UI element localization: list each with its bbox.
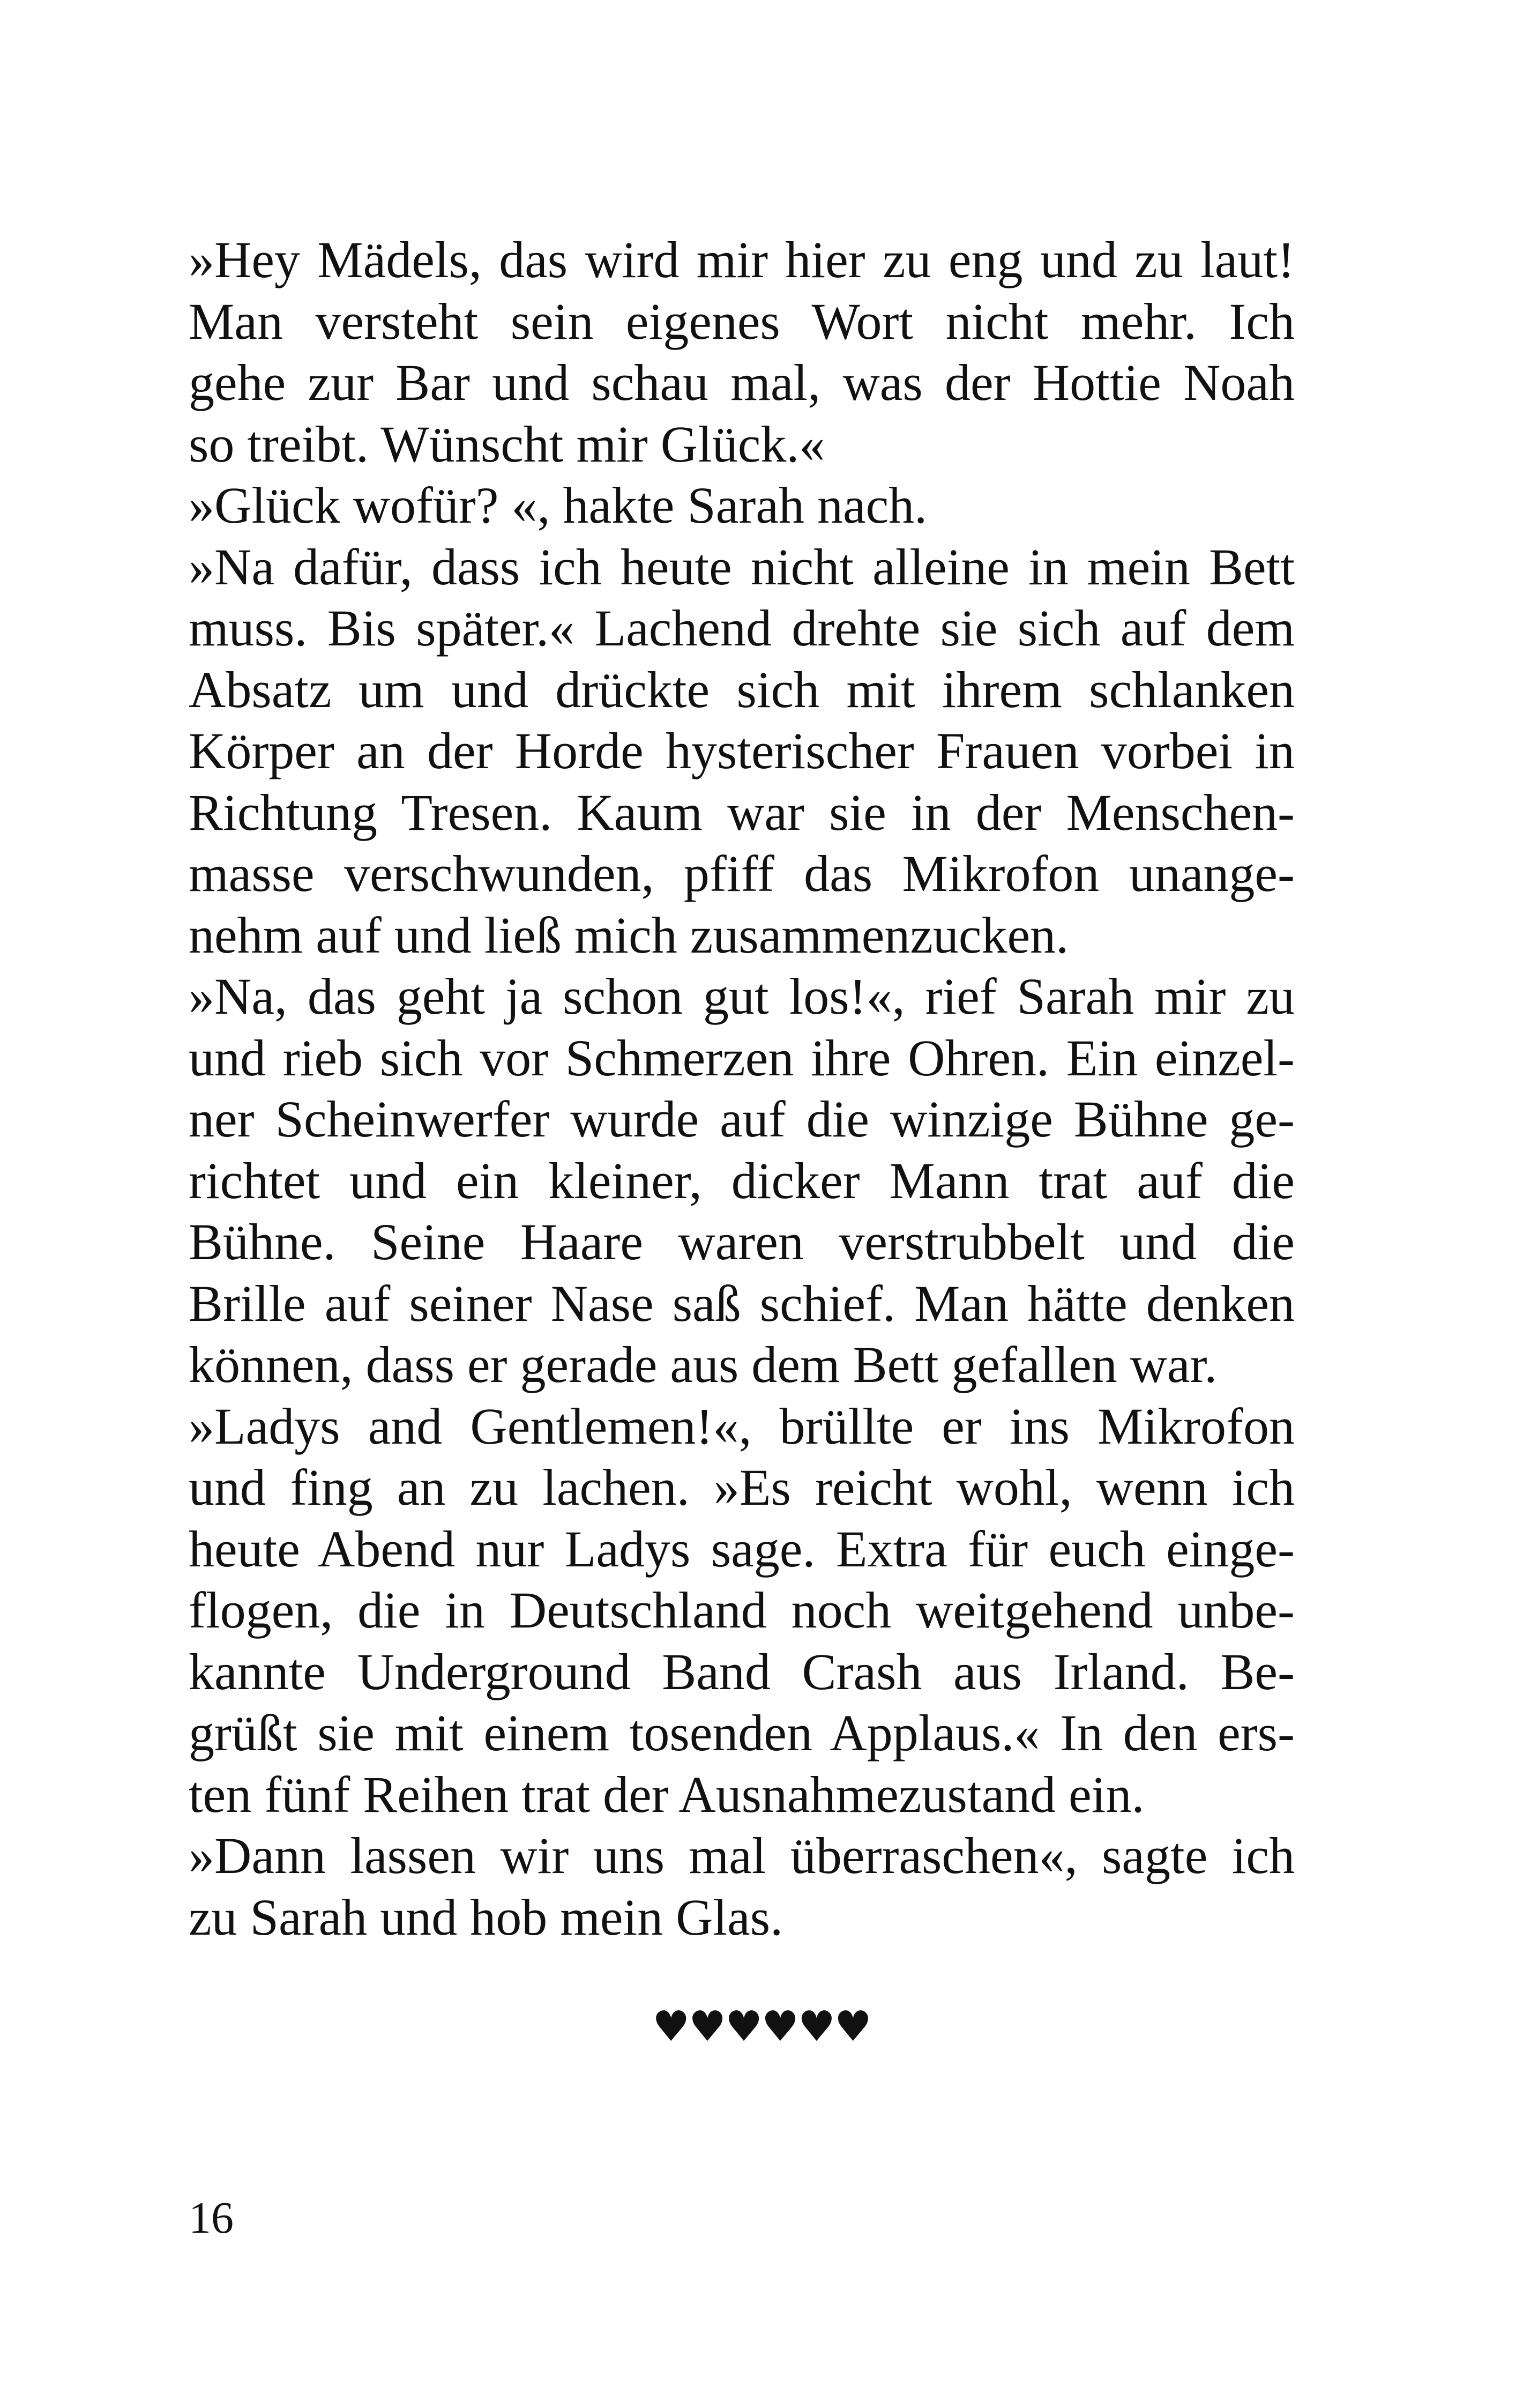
- text-line: zu Sarah und hob mein Glas.: [189, 1888, 783, 1946]
- text-line: kannte Underground Band Crash aus Irland. Be-: [189, 1643, 1295, 1700]
- text-line: flogen, die in Deutschland noch weitgehend unbe-: [189, 1581, 1295, 1639]
- text-line: »Ladys and Gentlemen!«, brüllte er ins Mikrofon: [189, 1397, 1295, 1455]
- text-line: so treibt. Wünscht mir Glück.«: [189, 415, 825, 473]
- page-number: 16: [189, 2193, 234, 2243]
- text-line: masse verschwunden, pfiff das Mikrofon unange-: [189, 845, 1295, 902]
- text-line: nehm auf und ließ mich zusammenzucken.: [189, 906, 1069, 964]
- text-line: »Na dafür, dass ich heute nicht alleine in mein Bett: [189, 538, 1295, 596]
- text-line: und fing an zu lachen. »Es reicht wohl, wenn ich: [189, 1459, 1295, 1516]
- text-line: Brille auf seiner Nase saß schief. Man hätte denken: [189, 1274, 1295, 1332]
- text-line: »Dann lassen wir uns mal überraschen«, sagte ich: [189, 1827, 1295, 1884]
- text-line: richtet und ein kleiner, dicker Mann trat auf die: [189, 1151, 1295, 1209]
- text-line: heute Abend nur Ladys sage. Extra für euch einge-: [189, 1520, 1295, 1578]
- text-line: »Hey Mädels, das wird mir hier zu eng und zu laut!: [189, 231, 1295, 288]
- text-line: »Na, das geht ja schon gut los!«, rief Sarah mir zu: [189, 968, 1295, 1025]
- text-line: können, dass er gerade aus dem Bett gefallen war.: [189, 1336, 1218, 1393]
- text-line: Absatz um und drückte sich mit ihrem schlanken: [189, 660, 1295, 718]
- text-line: gehe zur Bar und schau mal, was der Hottie Noah: [189, 354, 1295, 411]
- text-line: und rieb sich vor Schmerzen ihre Ohren. Ein einzel-: [189, 1029, 1295, 1087]
- text-line: »Glück wofür? «, hakte Sarah nach.: [189, 477, 928, 534]
- heart-ornament-divider: ♥♥♥♥♥♥: [652, 2003, 871, 2051]
- text-line: Richtung Tresen. Kaum war sie in der Menschen-: [189, 783, 1295, 841]
- text-line: ten fünf Reihen trat der Ausnahmezustand ein.: [189, 1765, 1145, 1823]
- text-line: Körper an der Horde hysterischer Frauen vorbei in: [189, 722, 1295, 779]
- body-text: [189, 229, 1295, 1948]
- text-line: grüßt sie mit einem tosenden Applaus.« In den ers-: [189, 1704, 1295, 1762]
- text-line: Bühne. Seine Haare waren verstrubbelt und die: [189, 1213, 1295, 1270]
- text-line: ner Scheinwerfer wurde auf die winzige Bühne ge-: [189, 1090, 1295, 1148]
- text-line: muss. Bis später.« Lachend drehte sie sich auf dem: [189, 599, 1295, 657]
- text-line: Man versteht sein eigenes Wort nicht mehr. Ich: [189, 292, 1295, 350]
